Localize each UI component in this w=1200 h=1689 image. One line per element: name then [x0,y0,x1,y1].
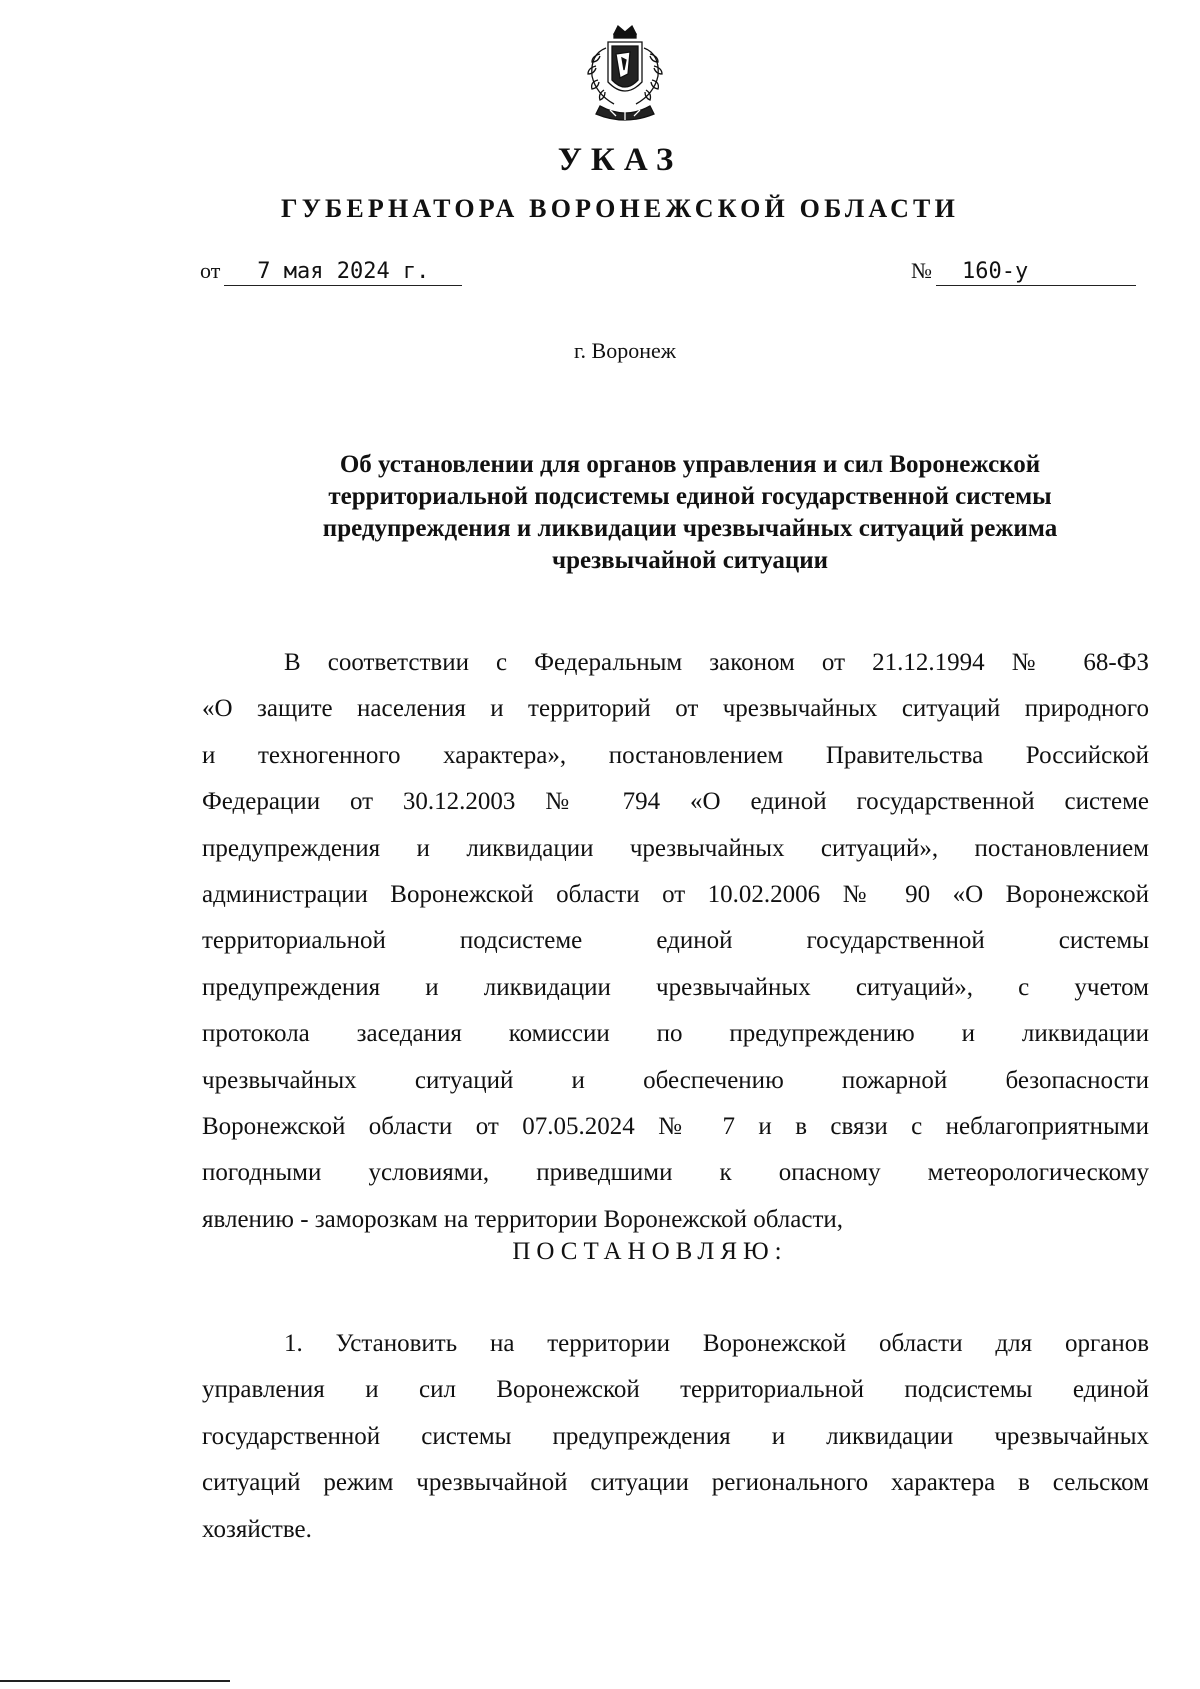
decree-heading [250,449,1130,577]
coat-of-arms-emblem [570,24,680,128]
heading-line: предупреждения и ликвидации чрезвычайных ситуаций режима [322,515,1058,542]
document-type-title: УКАЗ [557,142,683,178]
item-1-paragraph [202,1321,1149,1553]
preamble-line: Федерации от 30.12.2003 № 794 «О единой государственной системе [202,788,1149,816]
date-field [200,258,462,286]
preamble-line: и техногенного характера», постановлением Правительства Российской [202,741,1149,769]
number-field [911,258,1136,286]
item-line: ситуаций режим чрезвычайной ситуации регионального характера в сельском [202,1469,1149,1497]
preamble-line: администрации Воронежской области от 10.02.2006 № 90 «О Воронежской [202,880,1149,908]
item-line: управления и сил Воронежской территориальной подсистемы единой [202,1376,1149,1404]
heading-line: территориальной подсистемы единой государственной системы [328,483,1052,510]
date-value: 7 мая 2024 г. [224,259,462,286]
preamble-line: Воронежской области от 07.05.2024 № 7 и в связи с неблагоприятными [202,1112,1149,1140]
city-label: г. Воронеж [574,338,676,363]
preamble-line: территориальной подсистеме единой государственной системы [202,927,1149,955]
preamble-line: погодными условиями, приведшими к опасному метеорологическому [202,1159,1149,1187]
item-line: государственной системы предупреждения и ликвидации чрезвычайных [202,1422,1149,1450]
resolve-heading: ПОСТАНОВЛЯЮ: [512,1238,788,1265]
footer-divider [0,1680,230,1682]
heading-line: Об установлении для органов управления и сил Воронежской [339,451,1041,478]
number-value: 160-у [936,259,1136,286]
preamble-line: протокола заседания комиссии по предупреждению и ликвидации [202,1020,1149,1048]
item-line: 1. Установить на территории Воронежской области для органов [284,1330,1149,1357]
preamble-line: чрезвычайных ситуаций и обеспечению пожарной безопасности [202,1066,1149,1094]
date-prefix: от [200,258,221,283]
item-line: хозяйстве. [202,1515,312,1543]
preamble-line: «О защите населения и территорий от чрезвычайных ситуаций природного [202,695,1149,723]
heading-line: чрезвычайной ситуации [551,547,829,574]
preamble-line: В соответствии с Федеральным законом от 21.12.1994 № 68-ФЗ [284,649,1149,676]
preamble-line: явлению - заморозкам на территории Воронежской области, [202,1205,844,1233]
preamble-line: предупреждения и ликвидации чрезвычайных ситуаций», постановлением [202,834,1149,862]
number-prefix: № [911,258,932,283]
preamble-line: предупреждения и ликвидации чрезвычайных ситуаций», с учетом [202,973,1149,1001]
issuer-title: ГУБЕРНАТОРА ВОРОНЕЖСКОЙ ОБЛАСТИ [280,194,960,223]
preamble-paragraph [202,640,1149,1243]
